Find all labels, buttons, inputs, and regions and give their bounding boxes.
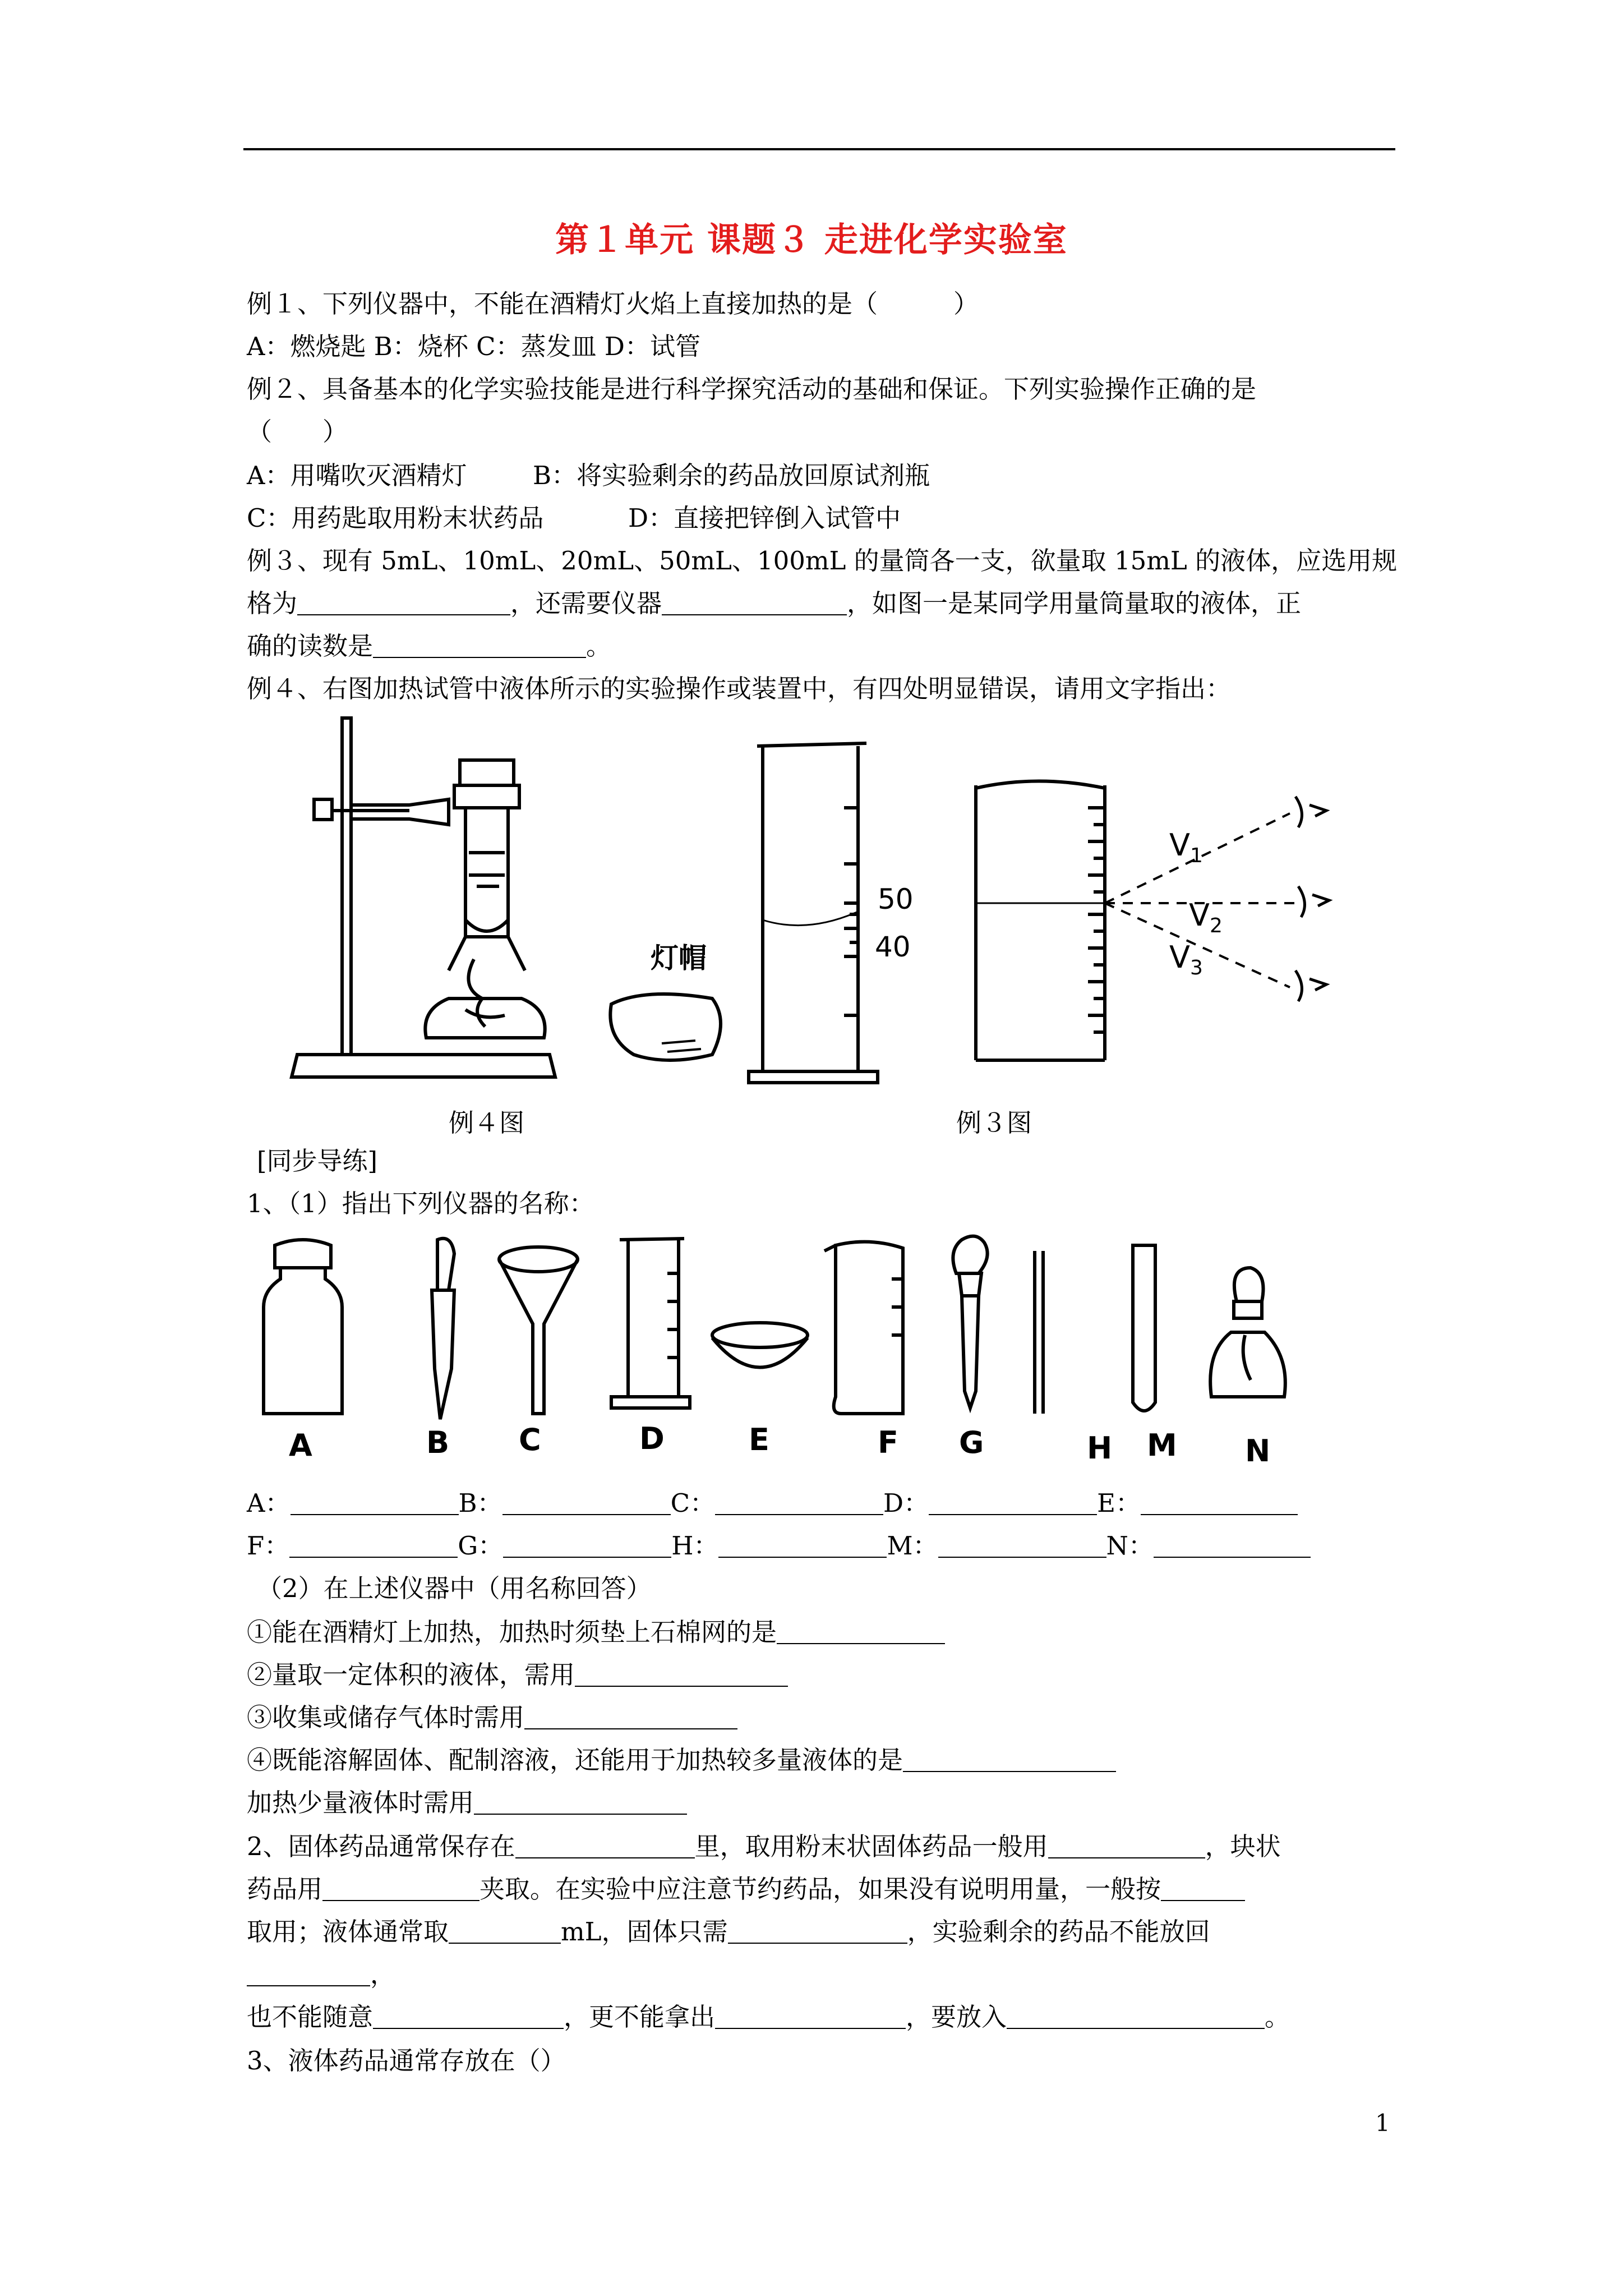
instrument-letter-a: A: [289, 1428, 312, 1463]
answer-blank[interactable]: [1161, 1878, 1245, 1901]
lamp-cap-label: 灯帽: [651, 942, 707, 974]
instrument-letter-b: B: [426, 1425, 450, 1460]
instrument-letter-c: C: [519, 1422, 541, 1457]
instrument-letter-m: M: [1147, 1428, 1177, 1463]
reagent-bottle-icon: [264, 1240, 342, 1414]
q1-2-item-3: [247, 1701, 737, 1734]
answer-blank-n[interactable]: [1154, 1534, 1311, 1558]
q2-text: ，实验剩余的药品不能放回: [907, 1917, 1210, 1947]
q1-2-item-4: [247, 1743, 1116, 1777]
page-title: 第１单元 课题３ 走进化学实验室: [555, 220, 1068, 260]
measuring-cylinder-icon: [611, 1239, 690, 1408]
label-g: G：: [458, 1531, 504, 1561]
q3-question: 3、液体药品通常存放在（）: [247, 2046, 566, 2076]
answer-blank[interactable]: [373, 2005, 564, 2029]
answer-blank[interactable]: [515, 1835, 695, 1858]
reading-v1: V: [1169, 827, 1190, 863]
e3-text-e: 。: [586, 631, 612, 661]
q1-2-3-text: ③收集或储存气体时需用: [247, 1703, 525, 1732]
evaporating-dish-icon: [712, 1323, 808, 1368]
beaker-icon: [824, 1242, 903, 1414]
instrument-letter-f: F: [878, 1425, 898, 1460]
example-2-paren: （ ）: [247, 417, 348, 447]
e3-text-c: ，如图一是某同学用量筒量取的液体，正: [847, 588, 1302, 618]
example-4-question: 例４、右图加热试管中液体所示的实验操作或装置中，有四处明显错误，请用文字指出：: [247, 674, 1232, 703]
page-number: 1: [1375, 2109, 1390, 2137]
label-n: N：: [1106, 1531, 1154, 1561]
svg-text:V1: [1169, 827, 1203, 867]
example-2-option-d: D：直接把锌倒入试管中: [628, 503, 901, 533]
reading-v2-sub: 2: [1209, 914, 1223, 937]
example-3-line-2: [247, 587, 1301, 620]
test-tube-icon: [1133, 1245, 1155, 1411]
example-2-question: 例２、具备基本的化学实验技能是进行科学探究活动的基础和保证。下列实验操作正确的是: [247, 374, 1257, 404]
answer-blank-d[interactable]: [929, 1492, 1097, 1515]
instrument-answer-row-1: [247, 1487, 1298, 1520]
example-3-line-1: 例３、现有 5mL、10mL、20mL、50mL、100mL 的量筒各一支，欲量取 15mL 的液体，应选用规: [247, 546, 1398, 576]
answer-blank-c[interactable]: [715, 1492, 883, 1515]
answer-blank[interactable]: [728, 1920, 907, 1944]
q1-2-item-5: [247, 1786, 687, 1820]
e3-text-a: 格为: [247, 588, 298, 618]
answer-blank-e[interactable]: [1141, 1492, 1298, 1515]
answer-blank[interactable]: [474, 1791, 687, 1815]
e3-text-d: 确的读数是: [247, 631, 374, 661]
answer-blank-a[interactable]: [291, 1492, 459, 1515]
answer-blank[interactable]: [1007, 2005, 1265, 2029]
funnel-icon: [499, 1247, 578, 1414]
answer-blank[interactable]: [297, 592, 510, 615]
example-3-line-3: [247, 629, 611, 663]
q2-text: ，要放入: [906, 2002, 1007, 2032]
q2-text: 也不能随意: [247, 2002, 374, 2032]
q2-text: 里，取用粉末状固体药品一般用: [694, 1832, 1048, 1861]
q2-text: 夹取。在实验中应注意节约药品，如果没有说明用量，一般按: [479, 1874, 1161, 1904]
reading-v3: V: [1169, 940, 1190, 975]
label-c: C：: [670, 1488, 716, 1518]
reading-positions-figure: [970, 774, 1374, 1077]
figure-caption-3: 例３图: [956, 1108, 1032, 1138]
example-2-option-c: C：用药匙取用粉末状药品: [247, 503, 544, 533]
answer-blank[interactable]: [777, 1621, 945, 1644]
reading-v1-sub: 1: [1189, 844, 1203, 867]
alcohol-lamp-icon: [1210, 1268, 1285, 1397]
label-b: B：: [458, 1488, 502, 1518]
label-f: F：: [247, 1531, 290, 1561]
answer-blank-g[interactable]: [503, 1534, 671, 1558]
q2-line-1: [247, 1830, 1281, 1864]
answer-blank[interactable]: [449, 1920, 561, 1944]
q2-text: ，: [370, 1959, 396, 1989]
q2-line-5: [247, 2000, 1290, 2034]
instrument-letter-e: E: [749, 1422, 769, 1457]
label-e: E：: [1097, 1488, 1141, 1518]
q2-text: 。: [1265, 2002, 1290, 2032]
dropper-icon: [953, 1236, 987, 1408]
answer-blank[interactable]: [322, 1878, 479, 1901]
q2-line-2: [247, 1872, 1245, 1906]
lamp-cap-figure: [600, 942, 735, 1077]
example-1-options: A：燃烧匙 B：烧杯 C：蒸发皿 D：试管: [247, 332, 700, 361]
example-2-option-a: A：用嘴吹灭酒精灯: [247, 461, 467, 490]
label-m: M：: [887, 1531, 938, 1561]
spoon-icon: [432, 1239, 454, 1419]
answer-blank[interactable]: [524, 1706, 737, 1729]
answer-blank[interactable]: [1048, 1835, 1205, 1858]
reading-v2: V: [1189, 898, 1210, 933]
heating-apparatus-figure: [280, 707, 572, 1088]
q1-2-item-1: [247, 1616, 945, 1649]
q2-text: mL，固体只需: [561, 1917, 728, 1947]
instrument-letter-h: H: [1087, 1430, 1113, 1466]
q1-2-5-text: 加热少量液体时需用: [247, 1788, 474, 1818]
reading-v3-sub: 3: [1189, 956, 1203, 979]
answer-blank[interactable]: [247, 1963, 370, 1986]
figure-caption-4: 例４图: [449, 1108, 525, 1138]
instruments-figure: [258, 1228, 1402, 1475]
answer-blank[interactable]: [903, 1749, 1116, 1772]
label-h: H：: [671, 1531, 719, 1561]
answer-blank-b[interactable]: [502, 1492, 671, 1515]
q1-2-2-text: ②量取一定体积的液体，需用: [247, 1660, 575, 1690]
q1-part-2: （2）在上述仪器中（用名称回答）: [257, 1573, 652, 1603]
q1-2-item-2: [247, 1658, 788, 1692]
answer-blank[interactable]: [662, 592, 847, 615]
answer-blank[interactable]: [715, 2005, 906, 2029]
instrument-letter-d: D: [639, 1421, 665, 1456]
instrument-letter-n: N: [1245, 1433, 1271, 1469]
q1-title: 1、（1）指出下列仪器的名称：: [247, 1189, 594, 1218]
q2-text: ，更不能拿出: [564, 2002, 716, 2032]
glass-rod-icon: [1035, 1251, 1043, 1414]
answer-blank[interactable]: [575, 1663, 788, 1687]
header-rule: [243, 148, 1395, 150]
graduated-cylinder-figure: [746, 735, 925, 1094]
answer-blank[interactable]: [373, 634, 586, 658]
example-1-question: 例１、下列仪器中，不能在酒精灯火焰上直接加热的是（ ）: [247, 289, 979, 319]
svg-text:V3: [1169, 940, 1203, 979]
label-a: A：: [247, 1488, 291, 1518]
example-2-option-b: B：将实验剩余的药品放回原试剂瓶: [533, 461, 930, 490]
q1-2-4-text: ④既能溶解固体、配制溶液，还能用于加热较多量液体的是: [247, 1745, 903, 1775]
practice-header: [同步导练]: [257, 1146, 378, 1176]
q2-line-3: [247, 1915, 1210, 1949]
q2-text: 2、固体药品通常保存在: [247, 1832, 515, 1861]
cylinder-label-40: 40: [875, 931, 911, 963]
instrument-letter-g: G: [959, 1425, 984, 1460]
instrument-answer-row-2: [247, 1529, 1311, 1563]
answer-blank-f[interactable]: [289, 1534, 458, 1558]
q2-line-4: [247, 1958, 395, 1991]
q2-text: 药品用: [247, 1874, 323, 1904]
label-d: D：: [883, 1488, 929, 1518]
q2-text: 取用；液体通常取: [247, 1917, 449, 1947]
answer-blank-m[interactable]: [938, 1534, 1106, 1558]
answer-blank-h[interactable]: [718, 1534, 887, 1558]
q2-text: ，块状: [1205, 1832, 1281, 1861]
cylinder-label-50: 50: [878, 883, 914, 915]
q1-2-1-text: ①能在酒精灯上加热，加热时须垫上石棉网的是: [247, 1617, 777, 1647]
e3-text-b: ，还需要仪器: [510, 588, 662, 618]
